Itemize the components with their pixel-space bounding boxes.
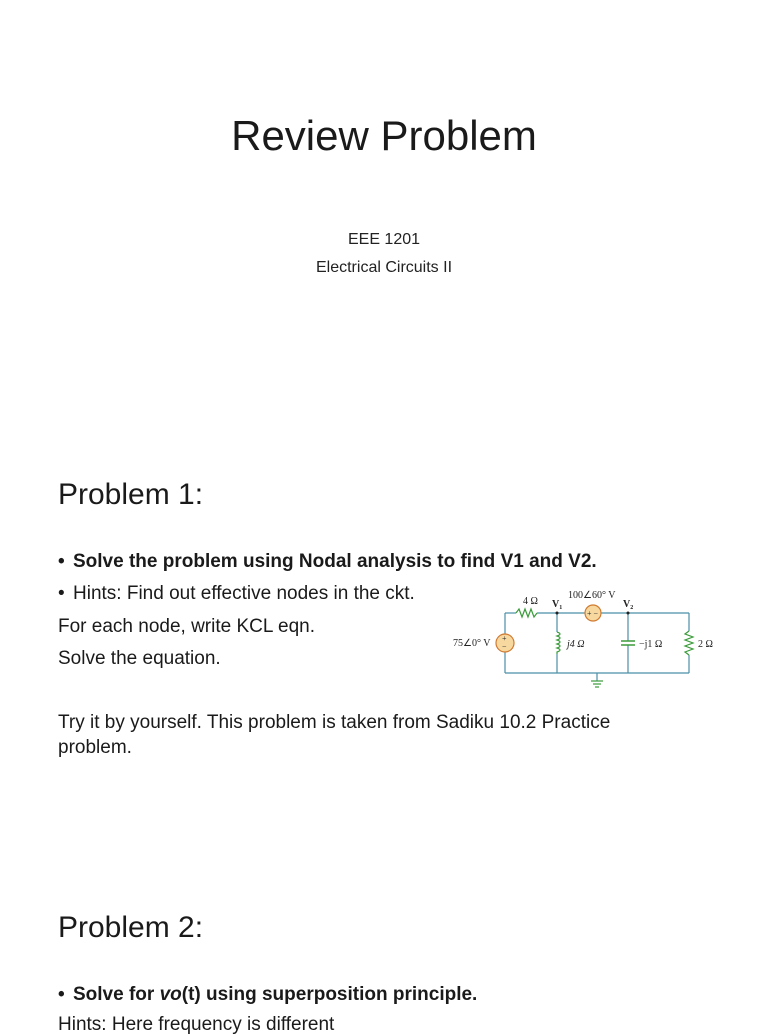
bullet-dot: • [58, 583, 65, 604]
problem-2-heading: Problem 2: [58, 911, 204, 944]
course-name: Electrical Circuits II [315, 259, 453, 276]
inductor-icon [557, 632, 560, 654]
capacitor-label: −j1 Ω [639, 639, 663, 650]
svg-text:+: + [502, 634, 507, 643]
problem-1-line-4: Solve the equation. [58, 648, 221, 669]
svg-text:−: − [502, 642, 507, 651]
problem-1-note: Try it by yourself. This problem is taken from Sadiku 10.2 Practice [58, 712, 611, 733]
resistor-icon [685, 631, 693, 655]
v2-label: $V_2$ [623, 599, 634, 611]
problem-1-bullet-2 [58, 583, 443, 609]
problem-1-line-3: For each node, write KCL eqn. [58, 616, 315, 637]
bullet-dot: • [58, 984, 65, 1005]
bullet-text: Solve the problem using Nodal analysis to find V1 and V2. [73, 551, 597, 572]
inductor-label: j4 Ω [567, 639, 585, 650]
problem-1-bullet-1 [58, 551, 597, 573]
slide-title: Review Problem [231, 112, 537, 159]
bullet-text: Hints: Find out effective nodes in the ckt. [73, 583, 415, 604]
problem-1-note-cont: problem. [58, 737, 132, 758]
ground-icon [591, 681, 603, 687]
r1-label: 4 Ω [523, 596, 538, 607]
top-source-label: 100∠60° V [568, 590, 616, 601]
svg-text:+ −: + − [587, 609, 599, 618]
r2-label: 2 Ω [698, 639, 713, 650]
bullet-dot: • [58, 551, 65, 572]
problem-2-bullet-1: • Solve for vo(t) using superposition principle. [58, 984, 478, 1005]
course-code: EEE 1201 [347, 231, 421, 248]
v1-label: $V_1$ [552, 599, 563, 611]
problem-2-line-2: Hints: Here frequency is different [58, 1014, 335, 1035]
left-source-label: 75∠0° V [453, 638, 491, 649]
problem-1-heading: Problem 1: [58, 478, 204, 511]
circuit-diagram [445, 585, 725, 695]
vo-symbol: vo [159, 984, 182, 1005]
